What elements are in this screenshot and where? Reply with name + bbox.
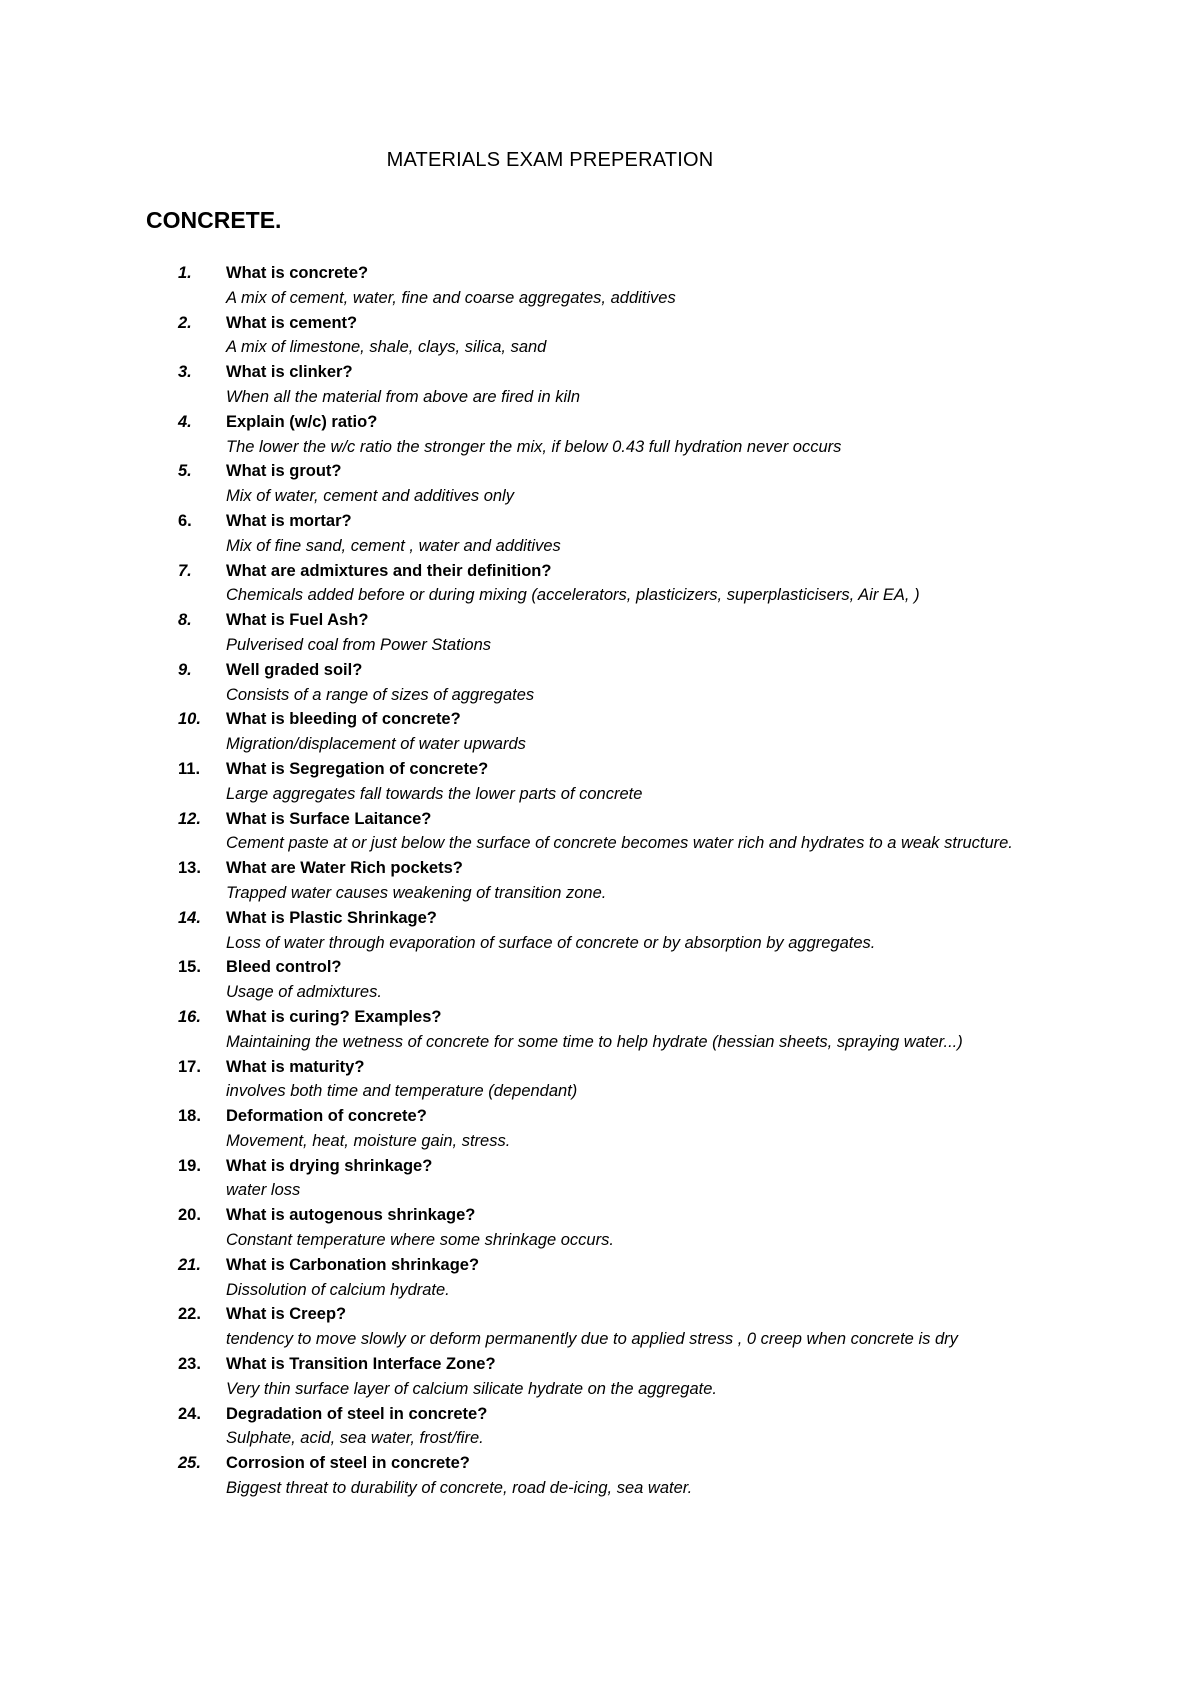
answer-text: Dissolution of calcium hydrate. [226, 1280, 450, 1299]
question-text: What is drying shrinkage? [226, 1156, 433, 1175]
section-heading: CONCRETE. [146, 207, 282, 233]
list-item [0, 1055, 1100, 1105]
list-item [0, 509, 1100, 559]
item-number: 25. [178, 1454, 201, 1473]
answer-text: Migration/displacement of water upwards [226, 735, 526, 754]
answer-text: When all the material from above are fired in kiln [226, 387, 580, 406]
answer-text: Very thin surface layer of calcium silicate hydrate on the aggregate. [226, 1379, 717, 1398]
question-text: What is cement? [226, 313, 358, 332]
item-number: 1. [178, 264, 192, 282]
item-number: 2. [178, 313, 192, 332]
item-number: 6. [178, 511, 192, 530]
question-text: What is mortar? [226, 511, 352, 530]
question-text: What is Fuel Ash? [226, 611, 369, 630]
answer-text: A mix of cement, water, fine and coarse aggregates, additives [226, 288, 676, 307]
answer-text: Constant temperature where some shrinkage occurs. [226, 1231, 614, 1250]
list-item [0, 311, 1100, 361]
item-number: 16. [178, 1007, 201, 1026]
item-number: 19. [178, 1156, 201, 1175]
question-text: What is concrete? [226, 264, 369, 282]
item-number: 20. [178, 1206, 201, 1225]
answer-text: water loss [226, 1181, 301, 1200]
answer-text: Pulverised coal from Power Stations [226, 635, 492, 654]
list-item [0, 658, 1100, 708]
answer-text: Biggest threat to durability of concrete, road de-icing, sea water. [226, 1479, 693, 1498]
list-item [0, 608, 1100, 658]
list-item [0, 906, 1100, 956]
item-number: 14. [178, 908, 201, 927]
item-number: 22. [178, 1305, 201, 1324]
answer-text: tendency to move slowly or deform permanently due to applied stress , 0 creep when concrete is dry [226, 1330, 958, 1349]
question-text: What is maturity? [226, 1057, 365, 1076]
list-item [0, 707, 1100, 757]
list-item [0, 1154, 1100, 1204]
list-item [0, 807, 1100, 857]
item-number: 10. [178, 710, 201, 729]
list-item [0, 1005, 1100, 1055]
list-item [0, 559, 1100, 609]
list-item [0, 1352, 1100, 1402]
answer-text: Mix of fine sand, cement , water and additives [226, 536, 561, 555]
question-text: What is clinker? [226, 363, 353, 382]
answer-text: Cement paste at or just below the surface of concrete becomes water rich and hydrates to a weak structure. [226, 834, 1013, 853]
list-item [0, 1203, 1100, 1253]
list-item [0, 1104, 1100, 1154]
item-number: 15. [178, 958, 201, 977]
item-number: 3. [178, 363, 192, 382]
item-number: 23. [178, 1355, 201, 1374]
question-text: What is Transition Interface Zone? [226, 1355, 496, 1374]
question-text: What is autogenous shrinkage? [226, 1206, 476, 1225]
list-item [0, 1402, 1100, 1452]
answer-text: Mix of water, cement and additives only [226, 487, 514, 506]
question-text: Well graded soil? [226, 660, 363, 679]
answer-text: Movement, heat, moisture gain, stress. [226, 1131, 511, 1150]
answer-text: The lower the w/c ratio the stronger the mix, if below 0.43 full hydration never occurs [226, 437, 842, 456]
list-item [0, 1302, 1100, 1352]
list-item [0, 360, 1100, 410]
list-item [0, 459, 1100, 509]
question-text: Degradation of steel in concrete? [226, 1404, 488, 1423]
question-text: What is Creep? [226, 1305, 347, 1324]
item-number: 17. [178, 1057, 201, 1076]
item-number: 21. [178, 1255, 201, 1274]
item-number: 4. [178, 412, 192, 431]
question-text: What is curing? Examples? [226, 1007, 442, 1026]
question-text: What are admixtures and their definition? [226, 561, 552, 580]
item-number: 12. [178, 809, 201, 828]
answer-text: Sulphate, acid, sea water, frost/fire. [226, 1429, 484, 1448]
answer-text: involves both time and temperature (dependant) [226, 1082, 578, 1101]
item-number: 18. [178, 1107, 201, 1126]
question-text: Deformation of concrete? [226, 1107, 427, 1126]
qa-list [0, 261, 1100, 1501]
item-number: 7. [178, 561, 192, 580]
list-item [0, 261, 1100, 311]
question-text: Corrosion of steel in concrete? [226, 1454, 470, 1473]
question-text: Explain (w/c) ratio? [226, 412, 378, 431]
list-item [0, 1253, 1100, 1303]
answer-text: Trapped water causes weakening of transition zone. [226, 883, 607, 902]
question-text: What is Surface Laitance? [226, 809, 432, 828]
question-text: What is grout? [226, 462, 342, 481]
item-number: 24. [178, 1404, 201, 1423]
list-item [0, 757, 1100, 807]
answer-text: Maintaining the wetness of concrete for some time to help hydrate (hessian sheets, spraying water...) [226, 1032, 963, 1051]
answer-text: A mix of limestone, shale, clays, silica, sand [226, 338, 547, 357]
answer-text: Chemicals added before or during mixing (accelerators, plasticizers, superplasticisers, Air EA, ) [226, 586, 920, 605]
list-item [0, 1451, 1100, 1501]
item-number: 13. [178, 859, 201, 878]
list-item [0, 955, 1100, 1005]
question-text: What is bleeding of concrete? [226, 710, 461, 729]
item-number: 5. [178, 462, 192, 481]
question-text: What is Segregation of concrete? [226, 759, 489, 778]
list-item [0, 856, 1100, 906]
document-title: MATERIALS EXAM PREPERATION [386, 149, 714, 171]
question-text: What is Carbonation shrinkage? [226, 1255, 480, 1274]
item-number: 8. [178, 611, 192, 630]
question-text: What is Plastic Shrinkage? [226, 908, 437, 927]
answer-text: Large aggregates fall towards the lower parts of concrete [226, 784, 643, 803]
item-number: 9. [178, 660, 192, 679]
list-item [0, 410, 1100, 460]
item-number: 11. [178, 759, 201, 778]
question-text: What are Water Rich pockets? [226, 859, 463, 878]
answer-text: Loss of water through evaporation of surface of concrete or by absorption by aggregates. [226, 933, 876, 952]
answer-text: Consists of a range of sizes of aggregates [226, 685, 535, 704]
question-text: Bleed control? [226, 958, 342, 977]
answer-text: Usage of admixtures. [226, 983, 382, 1002]
